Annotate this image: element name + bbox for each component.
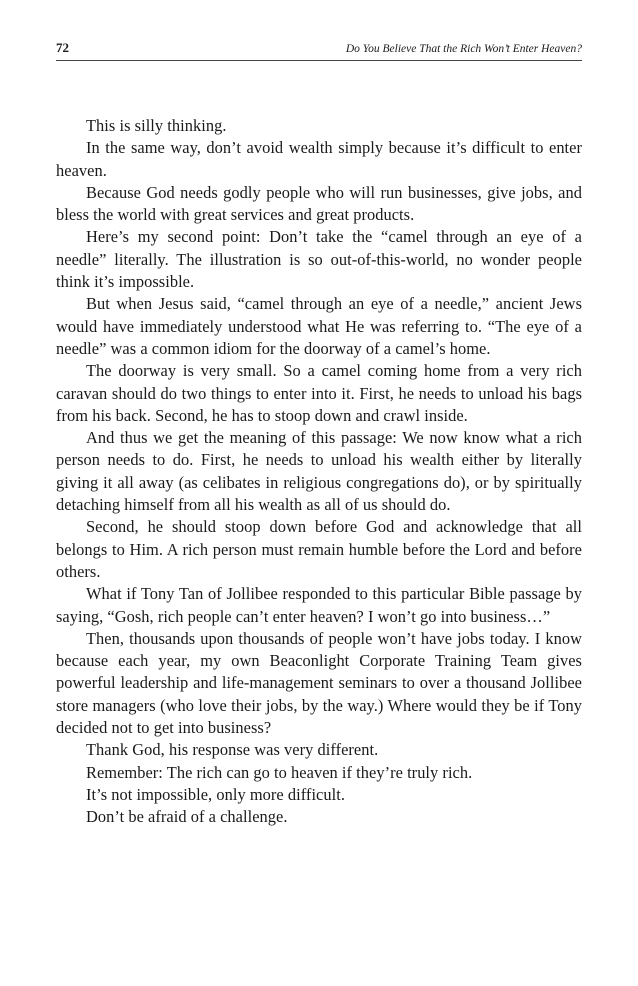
running-head-title: Do You Believe That the Rich Won’t Enter Heaven? — [345, 43, 582, 55]
paragraph: It’s not impossible, only more difficult. — [86, 784, 345, 804]
page-number: 72 — [56, 40, 69, 55]
paragraph: Then, thousands upon thousands of people won’t have jobs today. I know because each year, my own Beaconlight Corporate Training Team gives powerful leadership and life-management seminars to over a thousand Jollibee store managers (who love their jobs, by the way.) Where would they be if Tony decided not to get into business? — [56, 628, 582, 738]
paragraph: And thus we get the meaning of this passage: We now know what a rich person needs to do. First, he needs to unload his wealth either by literally giving it all away (as celibates in religious congregations do), or by spiritually detaching himself from all his wealth as all of us should do. — [56, 428, 582, 515]
paragraph: Don’t be afraid of a challenge. — [86, 807, 288, 827]
body-text — [56, 115, 582, 829]
paragraph: The doorway is very small. So a camel coming home from a very rich caravan should do two things to enter into it. First, he needs to unload his bags from his back. Second, he has to stoop down and crawl inside. — [56, 361, 582, 425]
paragraph: Because God needs godly people who will run businesses, give jobs, and bless the world with great services and great products. — [56, 182, 582, 225]
paragraph: But when Jesus said, “camel through an eye of a needle,” ancient Jews would have immediately understood what He was referring to. “The eye of a needle” was a common idiom for the doorway of a camel’s home. — [56, 294, 582, 358]
paragraph: Second, he should stoop down before God and acknowledge that all belongs to Him. A rich person must remain humble before the Lord and before others. — [56, 517, 582, 581]
paragraph: Thank God, his response was very different. — [86, 740, 379, 760]
paragraph: This is silly thinking. — [86, 116, 227, 135]
paragraph: Remember: The rich can go to heaven if they’re truly rich. — [86, 762, 473, 782]
paragraph: Here’s my second point: Don’t take the “camel through an eye of a needle” literally. The illustration is so out-of-this-world, no wonder people think it’s impossible. — [56, 227, 582, 292]
paragraph: What if Tony Tan of Jollibee responded to this particular Bible passage by saying, “Gosh, rich people can’t enter heaven? I won’t go into business…” — [56, 584, 582, 626]
running-head — [56, 40, 582, 61]
paragraph: In the same way, don’t avoid wealth simply because it’s difficult to enter heaven. — [56, 138, 582, 180]
